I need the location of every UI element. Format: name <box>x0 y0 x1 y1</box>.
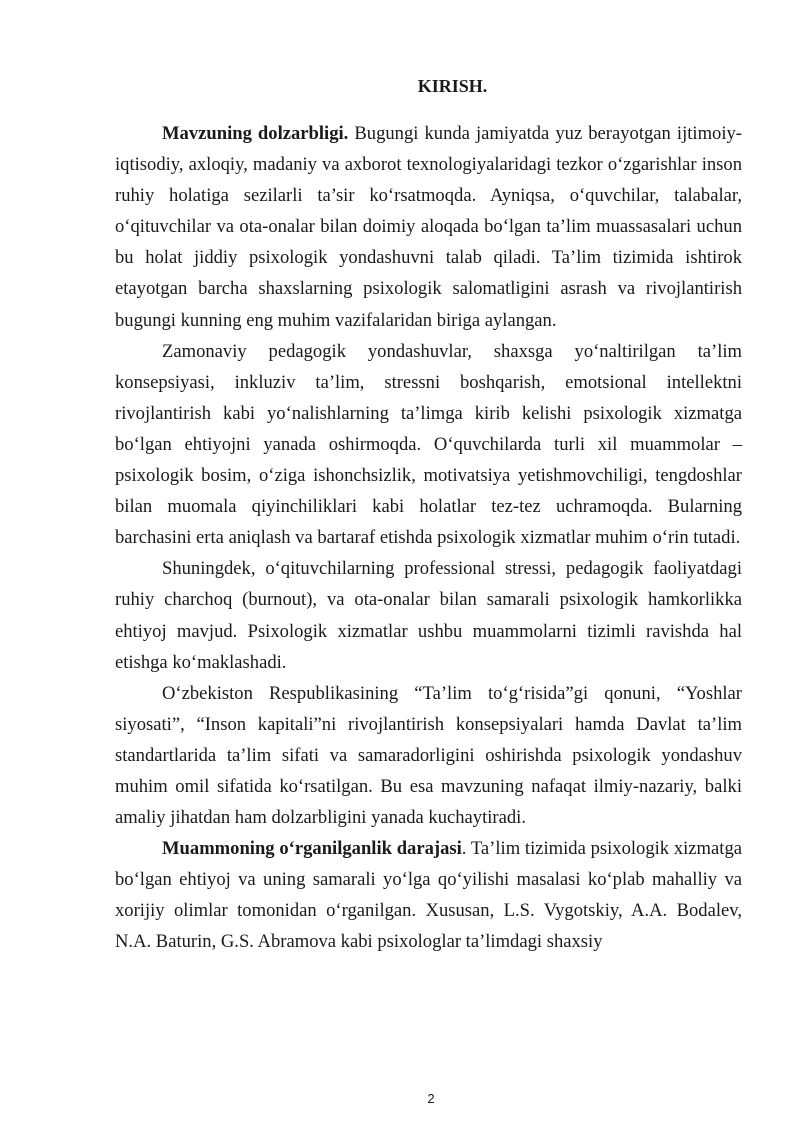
page-title: KIRISH. <box>417 76 488 96</box>
paragraph-text: Zamonaviy pedagogik yondashuvlar, shaxsga yo‘naltirilgan ta’lim konsepsiyasi, inkluziv ta’lim, stressni boshqarish, emotsional intellektni rivojlantirish kabi yo‘nalishlarning ta’limga kirib kelishi psixologik xizmatga bo‘lgan ehtiyojni yanada oshirmoqda. O‘quvchilarda turli xil muammolar – psixologik bosim, o‘ziga ishonchsizlik, motivatsiya yetishmovchiligi, tengdoshlar bilan muomala qiyinchiliklari kabi holatlar tez-tez uchramoqda. Bularning barchasini erta aniqlash va bartaraf etishda psixologik xizmatlar muhim o‘rin tutadi. <box>115 340 742 549</box>
paragraph-approaches <box>115 336 742 554</box>
paragraph-legislation <box>115 678 742 833</box>
paragraph-text: Shuningdek, o‘qituvchilarning professional stressi, pedagogik faoliyatdagi ruhiy charchoq (burnout), va ota-onalar bilan samarali psixologik hamkorlikka ehtiyoj mavjud. Psixologik xizmatlar ushbu muammolarni tizimli ravishda hal etishga ko‘maklashadi. <box>115 558 742 673</box>
paragraph-text: Bugungi kunda jamiyatda yuz berayotgan ijtimoiy-iqtisodiy, axloqiy, madaniy va axborot texnologiyalaridagi tezkor o‘zgarishlar inson ruhiy holatiga sezilarli ta’sir ko‘rsatmoqda. Ayniqsa, o‘quvchilar, talabalar, o‘qituvchilar va ota-onalar bilan doimiy aloqada bo‘lgan ta’lim muassasalari uchun bu holat jiddiy psixologik yondashuvni talab qiladi. Ta’lim tizimida ishtirok etayotgan barcha shaxslarning psixologik salomatligini asrash va rivojlantirish bugungi kunning eng muhim vazifalaridan biriga aylangan. <box>115 123 742 331</box>
paragraph-lead: Muammoning o‘rganilganlik darajasi <box>162 838 462 860</box>
paragraph-lead: Mavzuning dolzarbligi. <box>162 123 349 144</box>
paragraph-teacher-stress <box>115 553 742 677</box>
paragraph-text: . Ta’lim tizimida psixologik xizmatga bo‘lgan ehtiyoj va uning samarali yo‘lga qo‘yilishi masalasi ko‘plab mahalliy va xorijiy olimlar tomonidan o‘rganilgan. Xususan, L.S. Vygotskiy, A.A. Bodalev, N.A. Baturin, G.S. Abramova kabi psixologlar ta’limdagi shaxsiy <box>115 838 742 953</box>
page-number: 2 <box>427 1091 435 1106</box>
paragraph-research-level <box>115 833 742 957</box>
paragraph-text: O‘zbekiston Respublikasining “Ta’lim to‘g‘risida”gi qonuni, “Yoshlar siyosati”, “Inson kapitali”ni rivojlantirish konsepsiyalari hamda Davlat ta’lim standartlarida ta’lim sifati va samaradorligini oshirishda psixologik yondashuv muhim omil sifatida ko‘rsatilgan. Bu esa mavzuning nafaqat ilmiy-nazariy, balki amaliy jihatdan ham dolzarbligini yanada kuchaytiradi. <box>115 682 742 829</box>
body-text <box>115 118 742 958</box>
paragraph-relevance <box>115 118 742 336</box>
